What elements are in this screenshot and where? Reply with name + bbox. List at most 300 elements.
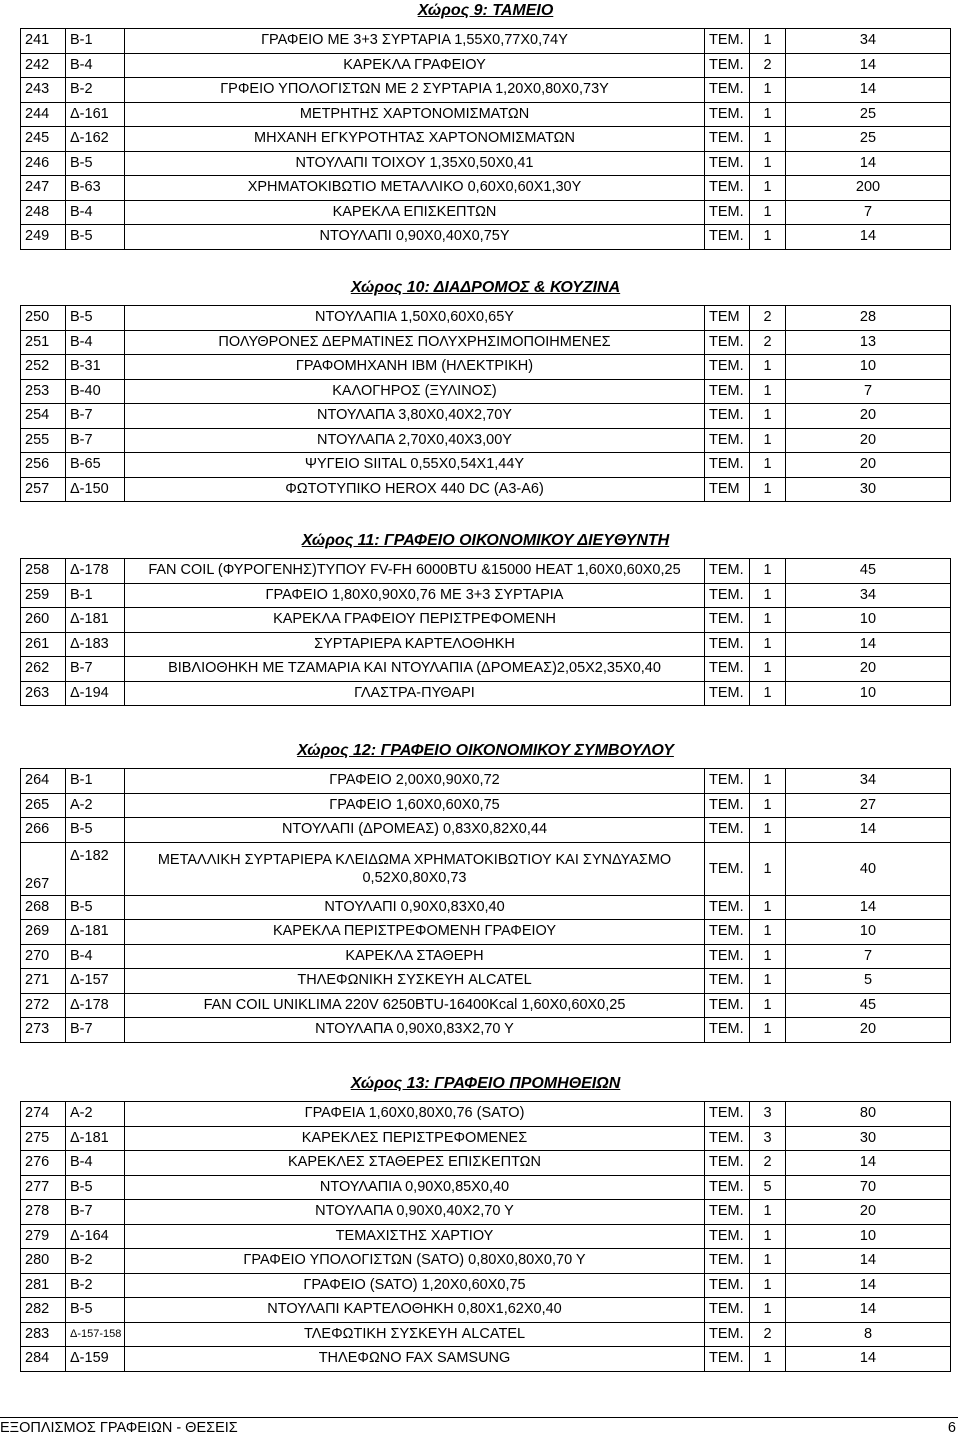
- item-unit: ΤΕΜ.: [705, 1298, 750, 1323]
- item-number: 281: [21, 1273, 66, 1298]
- room-section: [20, 530, 951, 706]
- item-number: 253: [21, 379, 66, 404]
- item-quantity: 1: [750, 127, 786, 152]
- item-quantity: 1: [750, 969, 786, 994]
- item-code: Δ-183: [66, 632, 125, 657]
- item-description: ΓΡΑΦΕΙΟ ΥΠΟΛΟΓΙΣΤΩΝ (SATO) 0,80Χ0,80Χ0,70 Υ: [125, 1249, 705, 1274]
- item-number: 261: [21, 632, 66, 657]
- item-code: Β-5: [66, 306, 125, 331]
- table-row: [21, 632, 951, 657]
- item-number: 266: [21, 818, 66, 843]
- item-value: 20: [786, 428, 951, 453]
- item-number: 280: [21, 1249, 66, 1274]
- footer-title: ΕΞΟΠΛΙΣΜΟΣ ΓΡΑΦΕΙΩΝ - ΘΕΣΕΙΣ: [0, 1420, 238, 1436]
- item-quantity: 1: [750, 1273, 786, 1298]
- item-description: ΧΡΗΜΑΤΟΚΙΒΩΤΙΟ ΜΕΤΑΛΛΙΚΟ 0,60Χ0,60Χ1,30Υ: [125, 176, 705, 201]
- item-description: ΓΡΑΦΕΙΟ 1,60Χ0,60Χ0,75: [125, 793, 705, 818]
- room-section: [20, 1073, 951, 1372]
- item-description: ΚΑΛΟΓΗΡΟΣ (ΞΥΛΙΝΟΣ): [125, 379, 705, 404]
- table-row: [21, 944, 951, 969]
- item-quantity: 1: [750, 200, 786, 225]
- table-row: [21, 477, 951, 502]
- item-unit: ΤΕΜ.: [705, 102, 750, 127]
- item-description: ΚΑΡΕΚΛΑ ΕΠΙΣΚΕΠΤΩΝ: [125, 200, 705, 225]
- item-code: Α-2: [66, 1102, 125, 1127]
- item-value: 28: [786, 306, 951, 331]
- section-title: Χώρος 10: ΔΙΑΔΡΟΜΟΣ & ΚΟΥΖΙΝΑ: [350, 279, 621, 296]
- table-row: [21, 428, 951, 453]
- item-unit: ΤΕΜ.: [705, 608, 750, 633]
- table-row: [21, 1018, 951, 1043]
- item-code: Β-7: [66, 657, 125, 682]
- table-row: [21, 1200, 951, 1225]
- item-quantity: 1: [750, 355, 786, 380]
- item-description: ΤΗΛΕΦΩΝΙΚΗ ΣΥΣΚΕΥΗ ALCATEL: [125, 969, 705, 994]
- item-description: ΤΛΕΦΩΤΙΚΗ ΣΥΣΚΕΥΗ ALCATEL: [125, 1322, 705, 1347]
- item-value: 20: [786, 404, 951, 429]
- item-code: Β-63: [66, 176, 125, 201]
- table-row: [21, 769, 951, 794]
- item-value: 13: [786, 330, 951, 355]
- item-number: 283: [21, 1322, 66, 1347]
- item-number: 276: [21, 1151, 66, 1176]
- item-unit: ΤΕΜ.: [705, 29, 750, 54]
- item-number: 241: [21, 29, 66, 54]
- item-value: 40: [786, 842, 951, 895]
- table-row: [21, 330, 951, 355]
- item-unit: ΤΕΜ.: [705, 1151, 750, 1176]
- table-row: [21, 1224, 951, 1249]
- item-code: Β-1: [66, 583, 125, 608]
- item-unit: ΤΕΜ.: [705, 583, 750, 608]
- item-value: 7: [786, 379, 951, 404]
- item-unit: ΤΕΜ.: [705, 1249, 750, 1274]
- table-row: [21, 1126, 951, 1151]
- item-unit: ΤΕΜ.: [705, 920, 750, 945]
- item-unit: ΤΕΜ.: [705, 944, 750, 969]
- item-code: Β-4: [66, 53, 125, 78]
- item-value: 14: [786, 1347, 951, 1372]
- table-row: [21, 1151, 951, 1176]
- item-description: ΝΤΟΥΛΑΠΙ (ΔΡΟΜΕΑΣ) 0,83Χ0,82Χ0,44: [125, 818, 705, 843]
- item-number: 243: [21, 78, 66, 103]
- item-description: ΜΕΤΡΗΤΗΣ ΧΑΡΤΟΝΟΜΙΣΜΑΤΩΝ: [125, 102, 705, 127]
- item-code: Β-1: [66, 29, 125, 54]
- item-unit: ΤΕΜ.: [705, 993, 750, 1018]
- item-quantity: 1: [750, 793, 786, 818]
- item-quantity: 1: [750, 559, 786, 584]
- item-number: 251: [21, 330, 66, 355]
- page-number: 6: [947, 1420, 956, 1436]
- item-value: 5: [786, 969, 951, 994]
- item-unit: ΤΕΜ.: [705, 200, 750, 225]
- item-value: 45: [786, 993, 951, 1018]
- item-value: 34: [786, 583, 951, 608]
- room-section: [20, 0, 951, 250]
- table-row: [21, 1273, 951, 1298]
- item-code: Δ-159: [66, 1347, 125, 1372]
- item-unit: ΤΕΜ.: [705, 1322, 750, 1347]
- item-code: Δ-157: [66, 969, 125, 994]
- item-number: 244: [21, 102, 66, 127]
- item-value: 14: [786, 53, 951, 78]
- item-description: ΓΡΑΦΕΙΑ 1,60Χ0,80Χ0,76 (SATO): [125, 1102, 705, 1127]
- item-code: Δ-178: [66, 559, 125, 584]
- item-quantity: 1: [750, 1200, 786, 1225]
- table-row: [21, 920, 951, 945]
- item-code: Δ-157-158: [66, 1322, 125, 1347]
- table-row: [21, 793, 951, 818]
- item-unit: ΤΕΜ.: [705, 1347, 750, 1372]
- item-value: 14: [786, 1249, 951, 1274]
- item-unit: ΤΕΜ.: [705, 379, 750, 404]
- table-row: [21, 657, 951, 682]
- item-description: ΓΡΑΦΕΙΟ 1,80Χ0,90Χ0,76 ΜΕ 3+3 ΣΥΡΤΑΡΙΑ: [125, 583, 705, 608]
- item-number: 273: [21, 1018, 66, 1043]
- item-quantity: 2: [750, 1322, 786, 1347]
- item-quantity: 1: [750, 1249, 786, 1274]
- table-row: [21, 102, 951, 127]
- item-description: ΝΤΟΥΛΑΠΑ 0,90Χ0,40Χ2,70 Υ: [125, 1200, 705, 1225]
- table-row: [21, 842, 951, 895]
- table-row: [21, 29, 951, 54]
- item-code: Δ-181: [66, 608, 125, 633]
- item-code: Β-5: [66, 1175, 125, 1200]
- item-value: 7: [786, 200, 951, 225]
- item-number: 265: [21, 793, 66, 818]
- item-unit: ΤΕΜ.: [705, 793, 750, 818]
- item-code: Β-2: [66, 1273, 125, 1298]
- item-value: 20: [786, 657, 951, 682]
- item-number: 260: [21, 608, 66, 633]
- item-code: Β-7: [66, 428, 125, 453]
- item-code: Β-5: [66, 1298, 125, 1323]
- item-description: ΝΤΟΥΛΑΠΙ ΤΟΙΧΟΥ 1,35Χ0,50Χ0,41: [125, 151, 705, 176]
- item-unit: ΤΕΜ.: [705, 53, 750, 78]
- item-description: ΠΟΛΥΘΡΟΝΕΣ ΔΕΡΜΑΤΙΝΕΣ ΠΟΛΥΧΡΗΣΙΜΟΠΟΙΗΜΕΝΕΣ: [125, 330, 705, 355]
- item-value: 27: [786, 793, 951, 818]
- item-unit: ΤΕΜ.: [705, 818, 750, 843]
- item-quantity: 1: [750, 920, 786, 945]
- item-quantity: 1: [750, 1224, 786, 1249]
- item-number: 279: [21, 1224, 66, 1249]
- item-value: 10: [786, 681, 951, 706]
- item-description: ΚΑΡΕΚΛΕΣ ΣΤΑΘΕΡΕΣ ΕΠΙΣΚΕΠΤΩΝ: [125, 1151, 705, 1176]
- item-number: 259: [21, 583, 66, 608]
- item-quantity: 1: [750, 404, 786, 429]
- section-title: Χώρος 11: ΓΡΑΦΕΙΟ ΟΙΚΟΝΟΜΙΚΟΥ ΔΙΕΥΘΥΝΤΗ: [301, 532, 670, 549]
- item-value: 14: [786, 895, 951, 920]
- item-value: 25: [786, 102, 951, 127]
- item-number: 258: [21, 559, 66, 584]
- item-description: ΓΡΑΦΕΙΟ ΜΕ 3+3 ΣΥΡΤΑΡΙΑ 1,55Χ0,77Χ0,74Υ: [125, 29, 705, 54]
- item-unit: ΤΕΜ.: [705, 769, 750, 794]
- item-number: 264: [21, 769, 66, 794]
- item-code: Δ-181: [66, 1126, 125, 1151]
- item-unit: ΤΕΜ: [705, 306, 750, 331]
- item-unit: ΤΕΜ.: [705, 1273, 750, 1298]
- item-number: 267: [21, 842, 66, 895]
- item-description: ΚΑΡΕΚΛΑ ΓΡΑΦΕΙΟΥ ΠΕΡΙΣΤΡΕΦΟΜΕΝΗ: [125, 608, 705, 633]
- item-code: Β-7: [66, 1018, 125, 1043]
- item-description: ΜΗΧΑΝΗ ΕΓΚΥΡΟΤΗΤΑΣ ΧΑΡΤΟΝΟΜΙΣΜΑΤΩΝ: [125, 127, 705, 152]
- item-quantity: 2: [750, 330, 786, 355]
- item-quantity: 1: [750, 1347, 786, 1372]
- item-number: 252: [21, 355, 66, 380]
- item-unit: ΤΕΜ.: [705, 404, 750, 429]
- inventory-table: [20, 558, 951, 706]
- item-quantity: 1: [750, 608, 786, 633]
- item-code: Β-7: [66, 404, 125, 429]
- item-code: Β-5: [66, 818, 125, 843]
- item-code: Β-4: [66, 944, 125, 969]
- table-row: [21, 151, 951, 176]
- item-code: Δ-182: [66, 842, 125, 895]
- item-description: ΝΤΟΥΛΑΠΑ 3,80Χ0,40Χ2,70Υ: [125, 404, 705, 429]
- item-value: 14: [786, 151, 951, 176]
- item-quantity: 1: [750, 477, 786, 502]
- item-value: 10: [786, 355, 951, 380]
- item-unit: ΤΕΜ.: [705, 559, 750, 584]
- item-number: 256: [21, 453, 66, 478]
- item-number: 269: [21, 920, 66, 945]
- item-number: 272: [21, 993, 66, 1018]
- item-quantity: 1: [750, 632, 786, 657]
- item-code: Β-7: [66, 1200, 125, 1225]
- room-section: [20, 740, 951, 1043]
- item-code: Β-65: [66, 453, 125, 478]
- item-unit: ΤΕΜ.: [705, 1175, 750, 1200]
- item-unit: ΤΕΜ.: [705, 1018, 750, 1043]
- item-unit: ΤΕΜ.: [705, 78, 750, 103]
- section-title: Χώρος 12: ΓΡΑΦΕΙΟ ΟΙΚΟΝΟΜΙΚΟΥ ΣΥΜΒΟΥΛΟΥ: [297, 742, 674, 759]
- item-unit: ΤΕΜ.: [705, 681, 750, 706]
- item-value: 14: [786, 632, 951, 657]
- item-code: Δ-178: [66, 993, 125, 1018]
- item-unit: ΤΕΜ.: [705, 225, 750, 250]
- item-description: ΤΕΜΑΧΙΣΤΗΣ ΧΑΡΤΙΟΥ: [125, 1224, 705, 1249]
- item-unit: ΤΕΜ.: [705, 127, 750, 152]
- item-value: 10: [786, 1224, 951, 1249]
- item-code: Β-5: [66, 225, 125, 250]
- item-number: 270: [21, 944, 66, 969]
- item-value: 30: [786, 477, 951, 502]
- item-number: 278: [21, 1200, 66, 1225]
- item-code: Δ-161: [66, 102, 125, 127]
- item-code: Β-4: [66, 200, 125, 225]
- table-row: [21, 225, 951, 250]
- item-unit: ΤΕΜ.: [705, 842, 750, 895]
- item-value: 20: [786, 1200, 951, 1225]
- table-row: [21, 355, 951, 380]
- room-section: [20, 277, 951, 502]
- item-unit: ΤΕΜ.: [705, 895, 750, 920]
- item-number: 250: [21, 306, 66, 331]
- item-number: 254: [21, 404, 66, 429]
- item-description: ΓΡΦΕΙΟ ΥΠΟΛΟΓΙΣΤΩΝ ΜΕ 2 ΣΥΡΤΑΡΙΑ 1,20Χ0,80Χ0,73Υ: [125, 78, 705, 103]
- item-value: 10: [786, 608, 951, 633]
- item-value: 14: [786, 1151, 951, 1176]
- item-description: ΝΤΟΥΛΑΠΙ 0,90Χ0,83Χ0,40: [125, 895, 705, 920]
- item-quantity: 3: [750, 1102, 786, 1127]
- table-row: [21, 306, 951, 331]
- item-quantity: 1: [750, 379, 786, 404]
- item-quantity: 1: [750, 453, 786, 478]
- table-row: [21, 1347, 951, 1372]
- item-quantity: 1: [750, 176, 786, 201]
- item-unit: ΤΕΜ.: [705, 1200, 750, 1225]
- item-quantity: 1: [750, 1018, 786, 1043]
- table-row: [21, 127, 951, 152]
- item-code: Β-5: [66, 895, 125, 920]
- item-value: 14: [786, 78, 951, 103]
- table-row: [21, 895, 951, 920]
- item-quantity: 2: [750, 53, 786, 78]
- table-row: [21, 404, 951, 429]
- item-value: 8: [786, 1322, 951, 1347]
- item-description: ΚΑΡΕΚΛΕΣ ΠΕΡΙΣΤΡΕΦΟΜΕΝΕΣ: [125, 1126, 705, 1151]
- item-value: 14: [786, 1298, 951, 1323]
- item-value: 14: [786, 225, 951, 250]
- item-unit: ΤΕΜ.: [705, 151, 750, 176]
- item-description: ΝΤΟΥΛΑΠΙΑ 0,90Χ0,85Χ0,40: [125, 1175, 705, 1200]
- item-number: 248: [21, 200, 66, 225]
- inventory-table: [20, 28, 951, 250]
- item-number: 274: [21, 1102, 66, 1127]
- item-unit: ΤΕΜ: [705, 477, 750, 502]
- item-quantity: 1: [750, 944, 786, 969]
- item-value: 10: [786, 920, 951, 945]
- item-code: Δ-194: [66, 681, 125, 706]
- table-row: [21, 1249, 951, 1274]
- item-code: Β-2: [66, 78, 125, 103]
- item-number: 246: [21, 151, 66, 176]
- item-description: ΓΡΑΦΟΜΗΧΑΝΗ IBM (ΗΛΕΚΤΡΙΚΗ): [125, 355, 705, 380]
- inventory-table: [20, 1101, 951, 1372]
- item-quantity: 3: [750, 1126, 786, 1151]
- item-code: Β-40: [66, 379, 125, 404]
- item-quantity: 1: [750, 993, 786, 1018]
- item-code: Α-2: [66, 793, 125, 818]
- item-quantity: 1: [750, 102, 786, 127]
- item-value: 80: [786, 1102, 951, 1127]
- section-title: Χώρος 13: ΓΡΑΦΕΙΟ ΠΡΟΜΗΘΕΙΩΝ: [350, 1075, 621, 1092]
- item-value: 20: [786, 1018, 951, 1043]
- item-code: Β-1: [66, 769, 125, 794]
- item-unit: ΤΕΜ.: [705, 1102, 750, 1127]
- item-unit: ΤΕΜ.: [705, 657, 750, 682]
- table-row: [21, 608, 951, 633]
- table-row: [21, 379, 951, 404]
- item-quantity: 1: [750, 225, 786, 250]
- page-footer: [0, 1417, 958, 1438]
- item-number: 247: [21, 176, 66, 201]
- table-row: [21, 993, 951, 1018]
- item-quantity: 1: [750, 681, 786, 706]
- item-unit: ΤΕΜ.: [705, 969, 750, 994]
- item-code: Β-31: [66, 355, 125, 380]
- item-description: ΝΤΟΥΛΑΠΙ ΚΑΡΤΕΛΟΘΗΚΗ 0,80Χ1,62Χ0,40: [125, 1298, 705, 1323]
- item-number: 284: [21, 1347, 66, 1372]
- inventory-table: [20, 768, 951, 1043]
- item-description: ΝΤΟΥΛΑΠΙ 0,90Χ0,40Χ0,75Υ: [125, 225, 705, 250]
- item-description: ΜΕΤΑΛΛΙΚΗ ΣΥΡΤΑΡΙΕΡΑ ΚΛΕΙΔΩΜΑ ΧΡΗΜΑΤΟΚΙΒΩΤΙΟΥ ΚΑΙ ΣΥΝΔΥΑΣΜΟ 0,52Χ0,80Χ0,73: [125, 842, 705, 895]
- table-row: [21, 1298, 951, 1323]
- item-description: ΚΑΡΕΚΛΑ ΣΤΑΘΕΡΗ: [125, 944, 705, 969]
- item-value: 34: [786, 29, 951, 54]
- item-unit: ΤΕΜ.: [705, 355, 750, 380]
- section-title: Χώρος 9: ΤΑΜΕΙΟ: [417, 2, 554, 19]
- item-value: 34: [786, 769, 951, 794]
- item-description: FAN COIL UNIKLIMA 220V 6250BTU-16400Kcal 1,60Χ0,60Χ0,25: [125, 993, 705, 1018]
- item-value: 7: [786, 944, 951, 969]
- item-quantity: 5: [750, 1175, 786, 1200]
- item-value: 14: [786, 818, 951, 843]
- item-code: Β-2: [66, 1249, 125, 1274]
- item-number: 257: [21, 477, 66, 502]
- item-value: 20: [786, 453, 951, 478]
- item-unit: ΤΕΜ.: [705, 330, 750, 355]
- item-quantity: 1: [750, 818, 786, 843]
- item-unit: ΤΕΜ.: [705, 1126, 750, 1151]
- table-row: [21, 583, 951, 608]
- item-code: Δ-181: [66, 920, 125, 945]
- item-number: 249: [21, 225, 66, 250]
- item-description: ΝΤΟΥΛΑΠΑ 0,90Χ0,83Χ2,70 Υ: [125, 1018, 705, 1043]
- item-number: 262: [21, 657, 66, 682]
- table-row: [21, 53, 951, 78]
- item-number: 245: [21, 127, 66, 152]
- item-quantity: 1: [750, 29, 786, 54]
- table-row: [21, 1102, 951, 1127]
- item-unit: ΤΕΜ.: [705, 428, 750, 453]
- item-quantity: 1: [750, 1298, 786, 1323]
- item-unit: ΤΕΜ.: [705, 1224, 750, 1249]
- item-description: ΓΡΑΦΕΙΟ (SATO) 1,20Χ0,60Χ0,75: [125, 1273, 705, 1298]
- item-description: ΨΥΓΕΙΟ SIITAL 0,55Χ0,54Χ1,44Υ: [125, 453, 705, 478]
- table-row: [21, 969, 951, 994]
- item-unit: ΤΕΜ.: [705, 632, 750, 657]
- item-value: 25: [786, 127, 951, 152]
- item-value: 30: [786, 1126, 951, 1151]
- item-description: ΝΤΟΥΛΑΠΑ 2,70Χ0,40Χ3,00Υ: [125, 428, 705, 453]
- item-description: ΤΗΛΕΦΩΝΟ FAX SAMSUNG: [125, 1347, 705, 1372]
- item-number: 275: [21, 1126, 66, 1151]
- item-number: 263: [21, 681, 66, 706]
- item-description: ΝΤΟΥΛΑΠΙΑ 1,50Χ0,60Χ0,65Υ: [125, 306, 705, 331]
- item-code: Δ-164: [66, 1224, 125, 1249]
- table-row: [21, 200, 951, 225]
- table-row: [21, 453, 951, 478]
- item-quantity: 2: [750, 1151, 786, 1176]
- inventory-table: [20, 305, 951, 502]
- table-row: [21, 818, 951, 843]
- item-description: ΓΡΑΦΕΙΟ 2,00Χ0,90Χ0,72: [125, 769, 705, 794]
- item-description: ΚΑΡΕΚΛΑ ΠΕΡΙΣΤΡΕΦΟΜΕΝΗ ΓΡΑΦΕΙΟΥ: [125, 920, 705, 945]
- item-number: 277: [21, 1175, 66, 1200]
- item-description: ΦΩΤΟΤΥΠΙΚΟ HEROX 440 DC (A3-A6): [125, 477, 705, 502]
- item-number: 255: [21, 428, 66, 453]
- item-code: Β-5: [66, 151, 125, 176]
- item-quantity: 1: [750, 657, 786, 682]
- item-value: 45: [786, 559, 951, 584]
- item-quantity: 1: [750, 842, 786, 895]
- table-row: [21, 176, 951, 201]
- item-description: ΒΙΒΛΙΟΘΗΚΗ ΜΕ ΤΖΑΜΑΡΙΑ ΚΑΙ ΝΤΟΥΛΑΠΙΑ (ΔΡΟΜΕΑΣ)2,05Χ2,35Χ0,40: [125, 657, 705, 682]
- item-value: 14: [786, 1273, 951, 1298]
- item-number: 271: [21, 969, 66, 994]
- item-value: 200: [786, 176, 951, 201]
